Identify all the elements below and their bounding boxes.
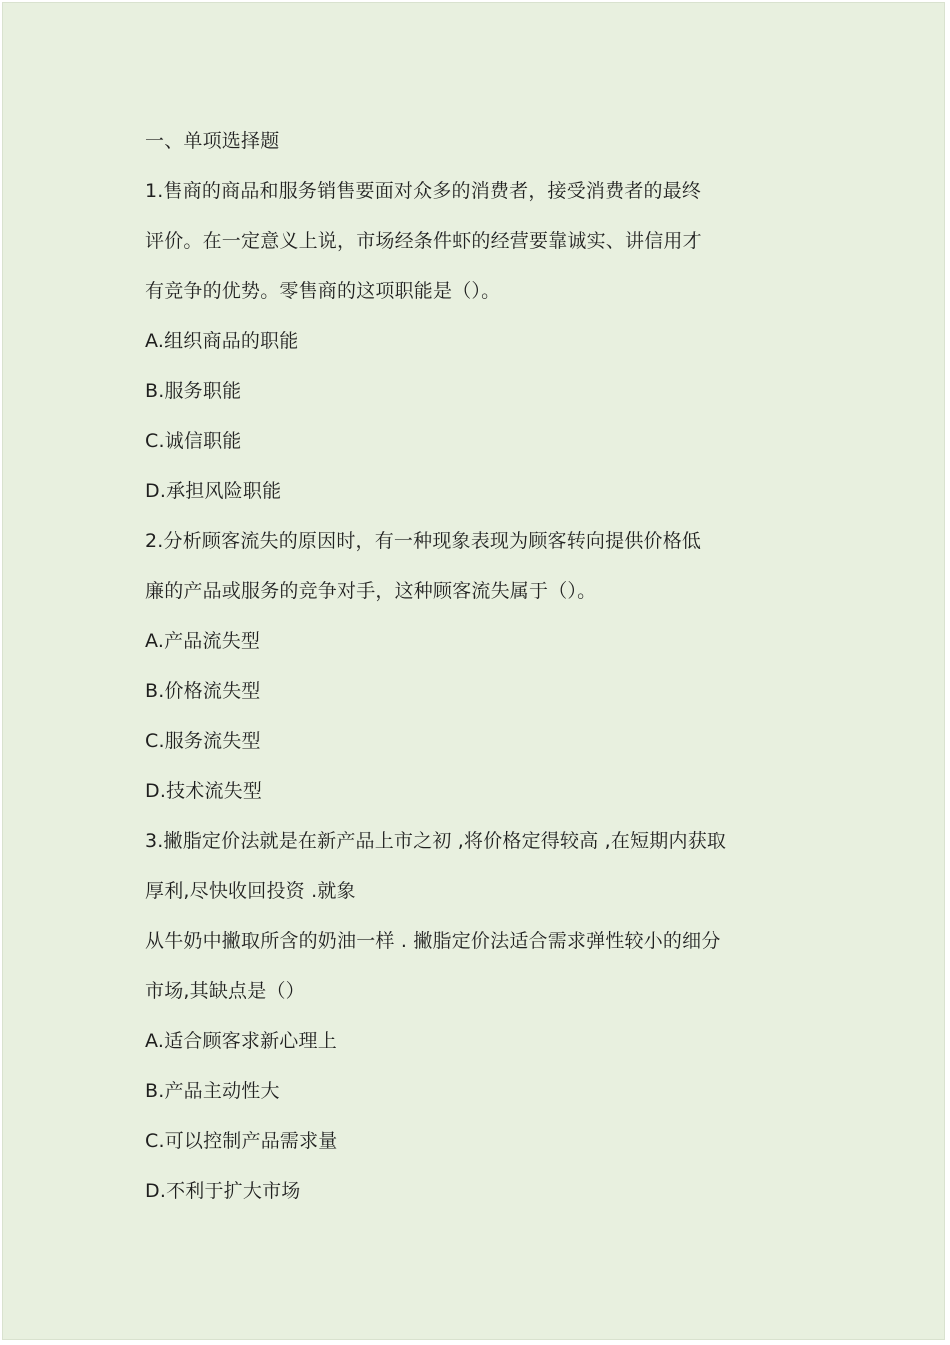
question-1-stem-line-3: 有竞争的优势。零售商的这项职能是（）。	[145, 280, 501, 302]
question-3	[145, 827, 825, 1205]
document-page	[2, 2, 945, 1340]
question-1-stem-line-2: 评价。在一定意义上说，市场经条件虾的经营要靠诚实、讲信用才	[145, 230, 702, 252]
question-3-option-a: A.适合顾客求新心理上	[145, 1030, 337, 1052]
question-2-stem-line-1: 2.分析顾客流失的原因时，有一种现象表现为顾客转向提供价格低	[145, 530, 702, 552]
question-3-stem-line-3: 从牛奶中撇取所含的奶油一样 . 撇脂定价法适合需求弹性较小的细分	[145, 930, 721, 952]
question-2-stem-line-2: 廉的产品或服务的竞争对手，这种顾客流失属于（）。	[145, 580, 597, 602]
question-1	[145, 177, 825, 505]
question-3-option-b: B.产品主动性大	[145, 1080, 280, 1102]
page-content	[145, 127, 825, 1227]
question-3-option-d: D.不利于扩大市场	[145, 1180, 301, 1202]
question-2-option-d: D.技术流失型	[145, 780, 263, 802]
question-1-stem-line-1: 1.售商的商品和服务销售要面对众多的消费者，接受消费者的最终	[145, 180, 702, 202]
question-3-stem-line-2: 厚利,尽快收回投资 .就象	[145, 880, 356, 902]
question-1-option-a: A.组织商品的职能	[145, 330, 299, 352]
question-2-option-c: C.服务流失型	[145, 730, 261, 752]
question-2	[145, 527, 825, 805]
question-3-stem-line-1: 3.撇脂定价法就是在新产品上市之初 ,将价格定得较高 ,在短期内获取	[145, 830, 727, 852]
question-2-option-b: B.价格流失型	[145, 680, 261, 702]
question-1-option-d: D.承担风险职能	[145, 480, 282, 502]
section-title: 一、单项选择题	[145, 130, 280, 152]
question-1-option-c: C.诚信职能	[145, 430, 242, 452]
question-1-option-b: B.服务职能	[145, 380, 242, 402]
question-3-stem-line-4: 市场,其缺点是（）	[145, 980, 305, 1002]
question-3-option-c: C.可以控制产品需求量	[145, 1130, 338, 1152]
question-2-option-a: A.产品流失型	[145, 630, 261, 652]
